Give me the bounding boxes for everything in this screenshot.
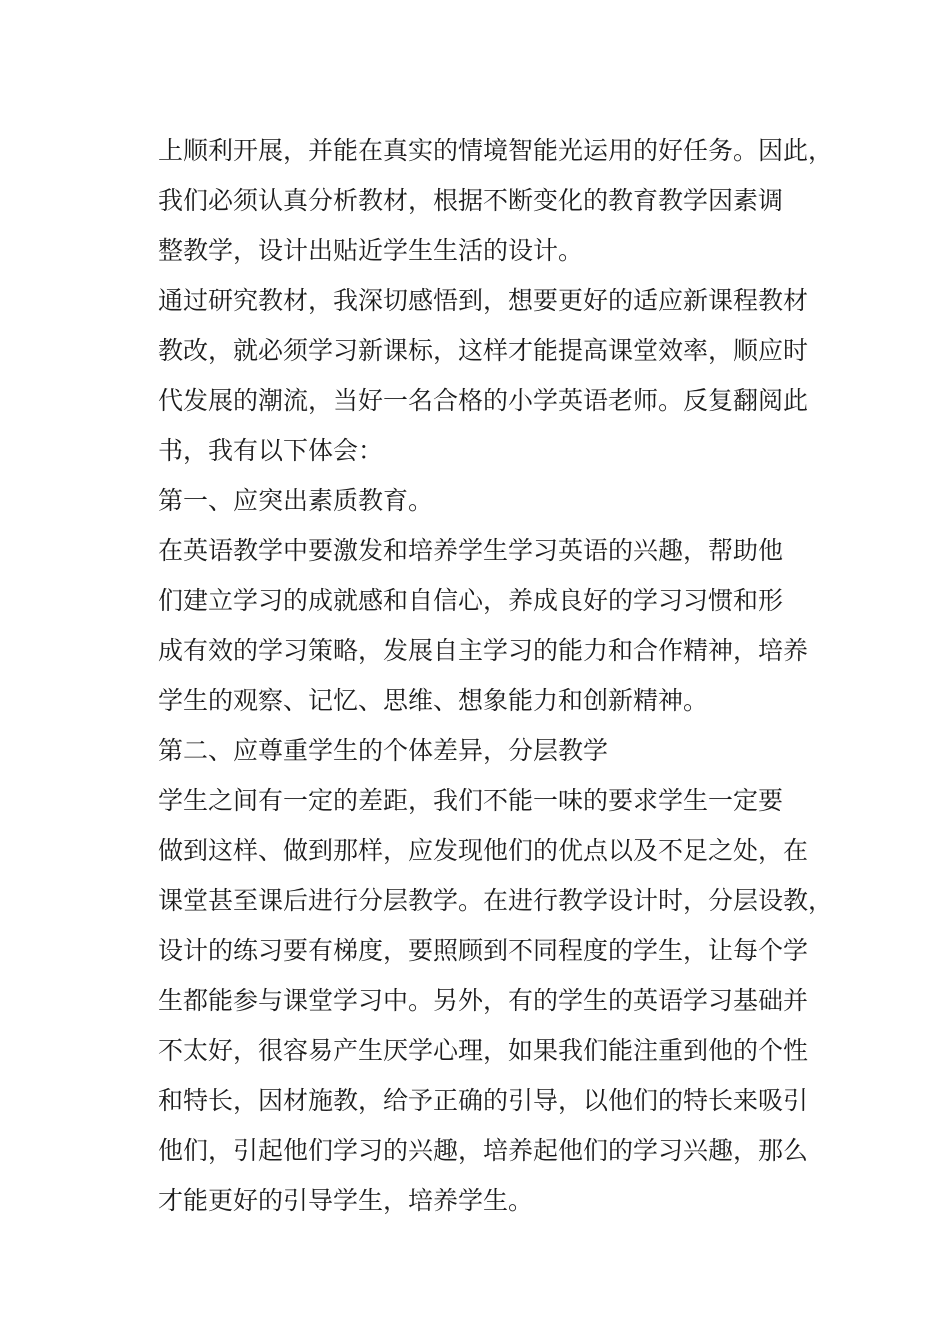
document-body <box>158 126 834 1226</box>
text-line: 上顺利开展，并能在真实的情境智能光运用的好任务。因此， <box>158 136 834 165</box>
text-line: 不太好，很容易产生厌学心理，如果我们能注重到他的个性 <box>158 1036 809 1065</box>
text-line: 和特长，因材施教，给予正确的引导，以他们的特长来吸引 <box>158 1086 809 1115</box>
section-heading-2: 第二、应尊重学生的个体差异，分层教学 <box>158 736 609 765</box>
text-line: 学生之间有一定的差距，我们不能一味的要求学生一定要 <box>158 786 784 815</box>
text-line: 做到这样、做到那样，应发现他们的优点以及不足之处，在 <box>158 836 809 865</box>
text-line: 书，我有以下体会： <box>158 436 384 465</box>
text-line: 生都能参与课堂学习中。另外，有的学生的英语学习基础并 <box>158 986 809 1015</box>
text-line: 设计的练习要有梯度，要照顾到不同程度的学生，让每个学 <box>158 936 809 965</box>
text-line: 成有效的学习策略，发展自主学习的能力和合作精神，培养 <box>158 636 809 665</box>
text-line: 整教学，设计出贴近学生生活的设计。 <box>158 236 584 265</box>
text-line: 学生的观察、记忆、思维、想象能力和创新精神。 <box>158 686 709 715</box>
text-line: 他们，引起他们学习的兴趣，培养起他们的学习兴趣，那么 <box>158 1136 809 1165</box>
section-heading-1: 第一、应突出素质教育。 <box>158 486 434 515</box>
text-line: 课堂甚至课后进行分层教学。在进行教学设计时，分层设教， <box>158 886 834 915</box>
text-line: 代发展的潮流，当好一名合格的小学英语老师。反复翻阅此 <box>158 386 809 415</box>
text-line: 通过研究教材，我深切感悟到，想要更好的适应新课程教材 <box>158 286 809 315</box>
text-line: 们建立学习的成就感和自信心，养成良好的学习习惯和形 <box>158 586 784 615</box>
text-line: 我们必须认真分析教材，根据不断变化的教育教学因素调 <box>158 186 784 215</box>
text-line: 在英语教学中要激发和培养学生学习英语的兴趣，帮助他 <box>158 536 784 565</box>
text-line: 教改，就必须学习新课标，这样才能提高课堂效率，顺应时 <box>158 336 809 365</box>
text-line: 才能更好的引导学生，培养学生。 <box>158 1186 534 1215</box>
